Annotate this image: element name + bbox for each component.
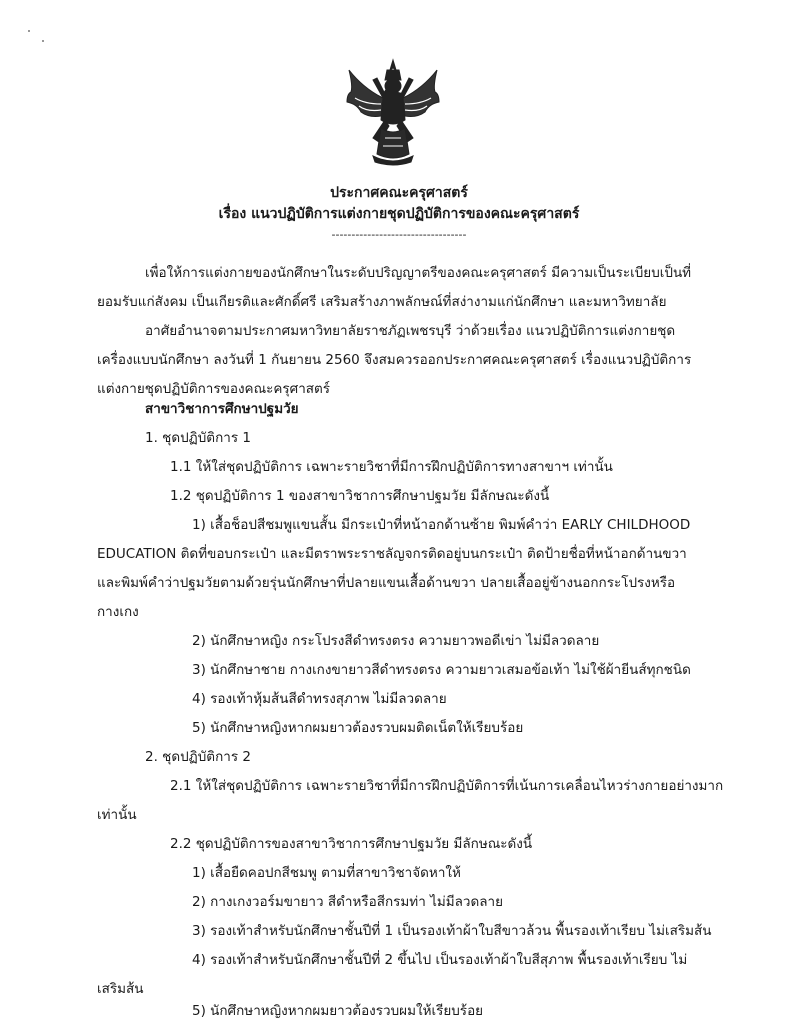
intro-paragraph-2-line-1: อาศัยอำนาจตามประกาศมหาวิทยาลัยราชภัฏเพชรบุรี ว่าด้วยเรื่อง แนวปฏิบัติการแต่งกายชุด — [145, 323, 676, 339]
set2-title: 2. ชุดปฏิบัติการ 2 — [145, 749, 251, 765]
set1-item-1-1: 1.1 ให้ใส่ชุดปฏิบัติการ เฉพาะรายวิชาที่มีการฝึกปฏิบัติการทางสาขาฯ เท่านั้น — [170, 459, 613, 475]
announcement-title: ประกาศคณะครุศาสตร์ — [330, 185, 468, 201]
set1-title: 1. ชุดปฏิบัติการ 1 — [145, 430, 251, 446]
set2-item-2-2: 2.2 ชุดปฏิบัติการของสาขาวิชาการศึกษาปฐมวัย มีลักษณะดังนี้ — [170, 836, 533, 852]
title-divider: ---------------------------------- — [331, 228, 467, 241]
set2-item-2-1-line-2: เท่านั้น — [97, 807, 137, 823]
set1-item-1-2: 1.2 ชุดปฏิบัติการ 1 ของสาขาวิชาการศึกษาปฐมวัย มีลักษณะดังนี้ — [170, 488, 550, 504]
set2-item-2-1-line-1: 2.1 ให้ใส่ชุดปฏิบัติการ เฉพาะรายวิชาที่มีการฝึกปฏิบัติการที่เน้นการเคลื่อนไหวร่างกายอย่างมาก — [170, 778, 724, 794]
intro-paragraph-2-line-3: แต่งกายชุดปฏิบัติการของคณะครุศาสตร์ — [97, 381, 331, 397]
set1-sub3: 3) นักศึกษาชาย กางเกงขายาวสีดำทรงตรง ความยาวเสมอข้อเท้า ไม่ใช้ผ้ายีนส์ทุกชนิด — [192, 662, 691, 678]
set2-sub5: 5) นักศึกษาหญิงหากผมยาวต้องรวบผมให้เรียบร้อย — [192, 1003, 484, 1019]
set2-sub2: 2) กางเกงวอร์มขายาว สีดำหรือสีกรมท่า ไม่มีลวดลาย — [192, 894, 504, 910]
intro-paragraph-1-line-1: เพื่อให้การแต่งกายของนักศึกษาในระดับปริญญาตรีของคณะครุศาสตร์ มีความเป็นระเบียบเป็นที่ — [145, 265, 692, 281]
set1-sub2: 2) นักศึกษาหญิง กระโปรงสีดำทรงตรง ความยาวพอดีเข่า ไม่มีลวดลาย — [192, 633, 600, 649]
garuda-emblem-icon — [343, 58, 443, 168]
set2-sub3: 3) รองเท้าสำหรับนักศึกษาชั้นปีที่ 1 เป็นรองเท้าผ้าใบสีขาวล้วน พื้นรองเท้าเรียบ ไม่เสริมส้น — [192, 923, 712, 939]
set1-sub5: 5) นักศึกษาหญิงหากผมยาวต้องรวบผมติดเน็ตให้เรียบร้อย — [192, 720, 524, 736]
set1-sub4: 4) รองเท้าหุ้มส้นสีดำทรงสุภาพ ไม่มีลวดลาย — [192, 691, 447, 707]
set1-sub1-line-2: EDUCATION ติดที่ขอบกระเป๋า และมีตราพระราชลัญจกรติดอยู่บนกระเป๋า ติดป้ายชื่อที่หน้าอกด้านขวา — [97, 546, 687, 562]
set1-sub1-line-1: 1) เสื้อช็อปสีชมพูแขนสั้น มีกระเป๋าที่หน้าอกด้านซ้าย พิมพ์คำว่า EARLY CHILDHOOD — [192, 517, 691, 533]
set2-sub4-line-1: 4) รองเท้าสำหรับนักศึกษาชั้นปีที่ 2 ขึ้นไป เป็นรองเท้าผ้าใบสีสุภาพ พื้นรองเท้าเรียบ ไม่ — [192, 952, 688, 968]
section-heading: สาขาวิชาการศึกษาปฐมวัย — [145, 401, 299, 417]
intro-paragraph-2-line-2: เครื่องแบบนักศึกษา ลงวันที่ 1 กันยายน 2560 จึงสมควรออกประกาศคณะครุศาสตร์ เรื่องแนวปฏิบัติการ — [97, 352, 692, 368]
set1-sub1-line-3: และพิมพ์คำว่าปฐมวัยตามด้วยรุ่นนักศึกษาที่ปลายแขนเสื้อด้านขวา ปลายเสื้ออยู่ข้างนอกกระโปรงหรือ — [97, 575, 676, 591]
set2-sub4-line-2: เสริมส้น — [97, 981, 144, 997]
announcement-subject: เรื่อง แนวปฏิบัติการแต่งกายชุดปฏิบัติการของคณะครุศาสตร์ — [218, 206, 580, 222]
intro-paragraph-1-line-2: ยอมรับแก่สังคม เป็นเกียรติและศักดิ์ศรี เสริมสร้างภาพลักษณ์ที่สง่างามแก่นักศึกษา และมหาวิทยาลัย — [97, 294, 667, 310]
set2-sub1: 1) เสื้อยืดคอปกสีชมพู ตามที่สาขาวิชาจัดหาให้ — [192, 865, 461, 881]
set1-sub1-line-4: กางเกง — [97, 604, 139, 620]
